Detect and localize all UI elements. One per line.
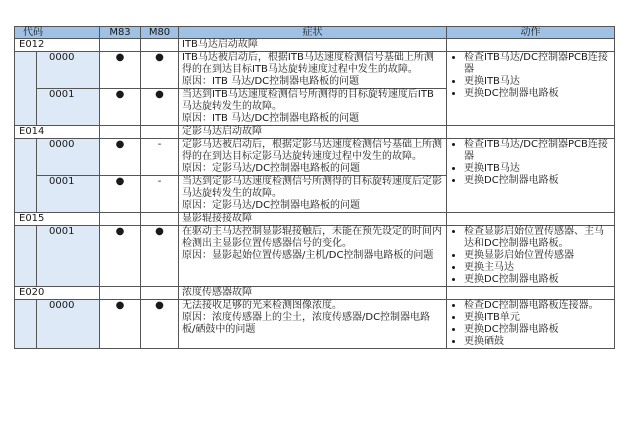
m80-column-header: M80 (141, 27, 179, 39)
error-detail-row (15, 226, 615, 287)
symptom-text: 无法接收足够的光来检测图像浓度。 (182, 300, 342, 311)
empty-cell (141, 287, 179, 300)
symptom-text: 定影马达被启动后，根据定影马达速度检测信号基础上所测得的在到达目标定影马达旋转速度过程中发生的故障。 (182, 139, 442, 162)
error-group-row (15, 39, 615, 52)
m83-mark: ● (100, 176, 141, 213)
empty-cell (141, 126, 179, 139)
m83-mark: ● (100, 52, 141, 89)
action-item: • 更换主马达 (464, 262, 611, 274)
error-detail-row (15, 139, 615, 176)
action-item: • 更换硒鼓 (464, 336, 611, 348)
detail-code: 0001 (37, 226, 100, 287)
error-title: 定影马达启动故障 (179, 126, 447, 139)
symptom-cell (179, 52, 447, 89)
error-title: 浓度传感器故障 (179, 287, 447, 300)
cause-text: 原因：定影马达/DC控制器电路板的问题 (182, 200, 361, 211)
action-item: • 更换显影启始位置传感器 (464, 250, 611, 262)
symptom-column-header: 症状 (179, 27, 447, 39)
action-item: • 更换ITB马达 (464, 163, 611, 175)
error-code: E015 (15, 213, 100, 226)
action-list (450, 139, 611, 187)
m80-mark: ● (141, 300, 179, 349)
detail-code: 0001 (37, 176, 100, 213)
table-body (15, 39, 615, 349)
action-cell (447, 139, 615, 213)
action-list (450, 226, 611, 286)
symptom-cell (179, 176, 447, 213)
m80-mark: - (141, 176, 179, 213)
error-title: 显影辊接接故障 (179, 213, 447, 226)
indent-cell (15, 52, 37, 126)
cause-text: 原因：显影起始位置传感器/主机/DC控制器电路板的问题 (182, 250, 434, 261)
error-group-row (15, 287, 615, 300)
empty-cell (100, 287, 141, 300)
empty-cell (100, 126, 141, 139)
action-item: • 检查DC控制器电路板连接器。 (464, 300, 611, 312)
action-cell (447, 226, 615, 287)
indent-cell (15, 300, 37, 349)
error-code-table (14, 26, 615, 349)
m83-column-header: M83 (100, 27, 141, 39)
table-header-row (15, 27, 615, 39)
error-code: E014 (15, 126, 100, 139)
detail-code: 0001 (37, 89, 100, 126)
cause-text: 原因：ITB 马达/DC控制器电路板的问题 (182, 76, 360, 87)
empty-cell (141, 39, 179, 52)
m80-mark: ● (141, 52, 179, 89)
symptom-cell (179, 300, 447, 349)
action-item: • 检查ITB马达/DC控制器PCB连接器 (464, 139, 611, 163)
m80-mark: ● (141, 226, 179, 287)
error-code: E012 (15, 39, 100, 52)
error-code-table-container (14, 26, 614, 349)
symptom-cell (179, 139, 447, 176)
indent-cell (15, 139, 37, 213)
empty-cell (447, 126, 615, 139)
error-group-row (15, 126, 615, 139)
action-item: • 检查显影启始位置传感器、主马达和DC控制器电路板。 (464, 226, 611, 250)
m80-mark: - (141, 139, 179, 176)
symptom-text: 当达到定影马达速度检测信号所测得的目标旋转速度后定影马达旋转发生的故障。 (182, 176, 442, 199)
action-item: • 更换ITB单元 (464, 312, 611, 324)
action-cell (447, 52, 615, 126)
detail-code: 0000 (37, 52, 100, 89)
empty-cell (100, 213, 141, 226)
cause-text: 原因：ITB 马达/DC控制器电路板的问题 (182, 113, 360, 124)
action-list (450, 300, 611, 348)
error-detail-row (15, 52, 615, 89)
m83-mark: ● (100, 89, 141, 126)
detail-code: 0000 (37, 139, 100, 176)
symptom-text: 当达到ITB马达速度检测信号所测得的目标旋转速度后ITB马达旋转发生的故障。 (182, 89, 434, 112)
action-item: • 更换DC控制器电路板 (464, 324, 611, 336)
action-item: • 更换DC控制器电路板 (464, 274, 611, 286)
cause-text: 原因：浓度传感器上的尘土，浓度传感器/DC控制器电路板/硒鼓中的问题 (182, 312, 431, 335)
empty-cell (100, 39, 141, 52)
m83-mark: ● (100, 139, 141, 176)
error-title: ITB马达启动故障 (179, 39, 447, 52)
action-column-header: 动作 (447, 27, 615, 39)
symptom-cell (179, 89, 447, 126)
detail-code: 0000 (37, 300, 100, 349)
action-list (450, 52, 611, 100)
empty-cell (447, 287, 615, 300)
cause-text: 原因：定影马达/DC控制器电路板的问题 (182, 163, 361, 174)
action-item: • 检查ITB马达/DC控制器PCB连接器 (464, 52, 611, 76)
empty-cell (447, 213, 615, 226)
empty-cell (447, 39, 615, 52)
error-group-row (15, 213, 615, 226)
m83-mark: ● (100, 226, 141, 287)
m80-mark: ● (141, 89, 179, 126)
error-code: E020 (15, 287, 100, 300)
error-detail-row (15, 300, 615, 349)
action-item: • 更换ITB马达 (464, 76, 611, 88)
symptom-text: ITB马达被启动后，根据ITB马达速度检测信号基础上所测得的在到达目标ITB马达旋转速度过程中发生的故障。 (182, 52, 434, 75)
action-item: • 更换DC控制器电路板 (464, 88, 611, 100)
m83-mark: ● (100, 300, 141, 349)
action-item: • 更换DC控制器电路板 (464, 175, 611, 187)
symptom-text: 在驱动主马达控制显影辊接触后，未能在预先设定的时间内检测出主显影位置传感器信号的变化。 (182, 226, 442, 249)
symptom-cell (179, 226, 447, 287)
action-cell (447, 300, 615, 349)
empty-cell (141, 213, 179, 226)
code-column-header: 代码 (15, 27, 100, 39)
indent-cell (15, 226, 37, 287)
